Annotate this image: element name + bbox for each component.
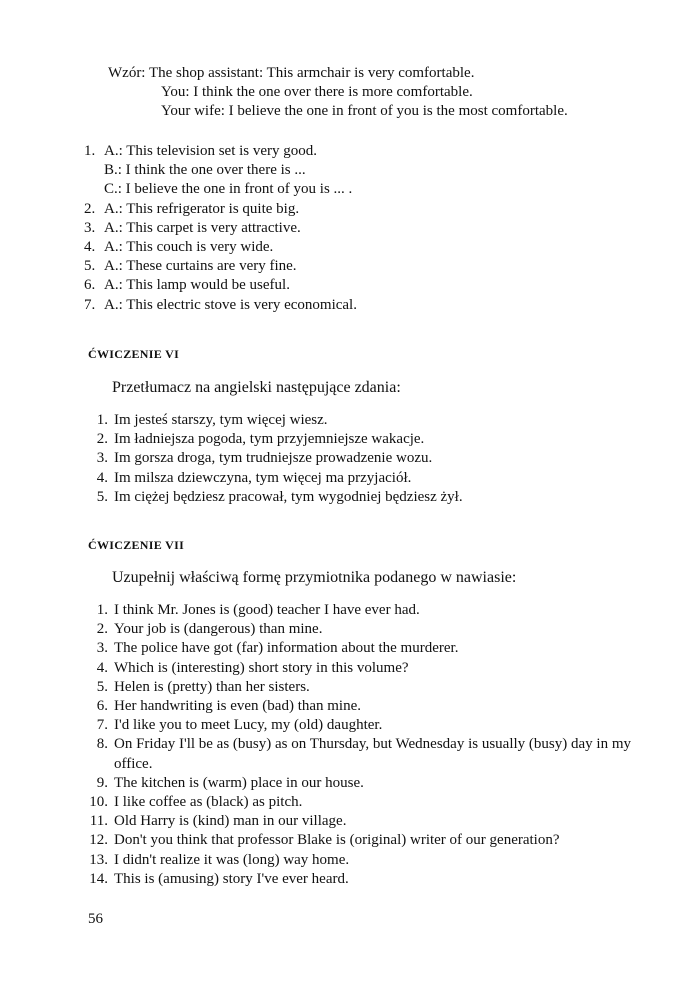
item-text: A.: This electric stove is very economical. [104, 296, 357, 313]
item-text: Im milsza dziewczyna, tym więcej ma przyjaciół. [114, 469, 412, 486]
exercise-7-instruction: Uzupełnij właściwą formę przymiotnika podanego w nawiasie: [112, 569, 517, 586]
item-text: Im jesteś starszy, tym więcej wiesz. [114, 412, 328, 428]
dialog-item [84, 296, 357, 315]
item-text: Helen is (pretty) than her sisters. [114, 678, 310, 695]
item-text: Im gorsza droga, tym trudniejsze prowadzenie wozu. [114, 450, 433, 467]
list-item [86, 793, 634, 812]
item-number: 2. [96, 621, 108, 638]
item-number: 4. [84, 239, 96, 256]
dialog-item [84, 238, 357, 257]
item-number: 4. [96, 659, 108, 676]
exercise-7-heading: ĆWICZENIE VII [88, 538, 185, 552]
item-number: 5. [84, 258, 96, 275]
item-text: Which is (interesting) short story in this volume? [114, 659, 409, 676]
item-text: The kitchen is (warm) place in our house. [114, 774, 364, 791]
list-item [86, 449, 463, 468]
item-text: A.: This lamp would be useful. [104, 277, 290, 294]
item-number: 1. [84, 143, 96, 159]
list-item [86, 639, 634, 658]
example-line-text: Your wife: I believe the one in front of you is the most comfortable. [161, 103, 568, 120]
dialog-continuation: B.: I think the one over there is ... [104, 162, 306, 179]
page-number: 56 [88, 911, 103, 927]
item-text: I'd like you to meet Lucy, my (old) daughter. [114, 717, 383, 734]
list-item [86, 735, 634, 773]
item-text: On Friday I'll be as (busy) as on Thursday, but Wednesday is usually (busy) day in my office. [114, 736, 631, 772]
item-number: 4. [96, 469, 108, 486]
list-item [86, 488, 463, 507]
exercise-6-heading: ĆWICZENIE VI [88, 347, 180, 361]
list-item [86, 697, 634, 716]
item-text: Your job is (dangerous) than mine. [114, 621, 323, 638]
item-text: I didn't realize it was (long) way home. [114, 851, 350, 868]
item-number: 7. [84, 296, 96, 313]
item-number: 3. [84, 219, 96, 236]
list-item [86, 870, 634, 889]
example-line-text: You: I think the one over there is more comfortable. [161, 84, 473, 101]
list-item [86, 411, 463, 430]
item-text: A.: This carpet is very attractive. [104, 219, 301, 236]
item-text: Im ładniejsza pogoda, tym przyjemniejsze wakacje. [114, 431, 425, 448]
item-text: Old Harry is (kind) man in our village. [114, 813, 347, 830]
item-text: Im ciężej będziesz pracował, tym wygodniej będziesz żył. [114, 488, 463, 505]
example-block [108, 64, 568, 122]
item-text: Her handwriting is even (bad) than mine. [114, 698, 362, 715]
item-text: Don't you think that professor Blake is (original) writer of our generation? [114, 832, 560, 849]
dialog-item [84, 276, 357, 295]
dialog-item [84, 142, 357, 161]
dialog-continuation: C.: I believe the one in front of you is ... . [104, 181, 353, 198]
list-item [86, 812, 634, 831]
item-text: A.: This couch is very wide. [104, 239, 274, 256]
list-item [86, 851, 634, 870]
item-number: 1. [96, 602, 108, 618]
item-number: 6. [96, 698, 108, 715]
item-text: A.: This television set is very good. [104, 143, 318, 159]
item-number: 12. [89, 832, 108, 849]
list-item [86, 430, 463, 449]
dialog-item [84, 200, 357, 219]
item-number: 9. [96, 774, 108, 791]
dialog-item [84, 257, 357, 276]
item-number: 7. [96, 717, 108, 734]
list-item [86, 601, 634, 620]
example-line-text: The shop assistant: This armchair is very comfortable. [148, 65, 475, 81]
item-number: 13. [89, 851, 108, 868]
item-number: 1. [96, 412, 108, 428]
item-number: 6. [84, 277, 96, 294]
list-item [86, 620, 634, 639]
item-number: 14. [89, 870, 108, 887]
item-number: 5. [96, 488, 108, 505]
item-text: A.: This refrigerator is quite big. [104, 200, 300, 217]
dialog-exercise [84, 142, 357, 315]
list-item [86, 469, 463, 488]
dialog-item [84, 219, 357, 238]
item-text: A.: These curtains are very fine. [104, 258, 297, 275]
item-text: I think Mr. Jones is (good) teacher I have ever had. [114, 602, 420, 618]
list-item [86, 659, 634, 678]
item-number: 3. [96, 640, 108, 657]
example-label: Wzór: [108, 65, 146, 81]
item-number: 3. [96, 450, 108, 467]
item-number: 5. [96, 678, 108, 695]
item-text: This is (amusing) story I've ever heard. [114, 870, 349, 887]
item-text: The police have got (far) information about the murderer. [114, 640, 459, 657]
example-line [108, 64, 568, 83]
list-item [86, 716, 634, 735]
list-item [86, 774, 634, 793]
exercise-6-instruction: Przetłumacz na angielski następujące zdania: [112, 379, 401, 396]
item-number: 11. [89, 813, 108, 830]
exercise-7-list [86, 601, 634, 889]
item-number: 8. [96, 736, 108, 753]
item-number: 2. [96, 431, 108, 448]
item-number: 10. [89, 794, 108, 811]
exercise-6-list [86, 411, 463, 507]
list-item [86, 678, 634, 697]
item-number: 2. [84, 200, 96, 217]
item-text: I like coffee as (black) as pitch. [114, 794, 303, 811]
list-item [86, 831, 634, 850]
